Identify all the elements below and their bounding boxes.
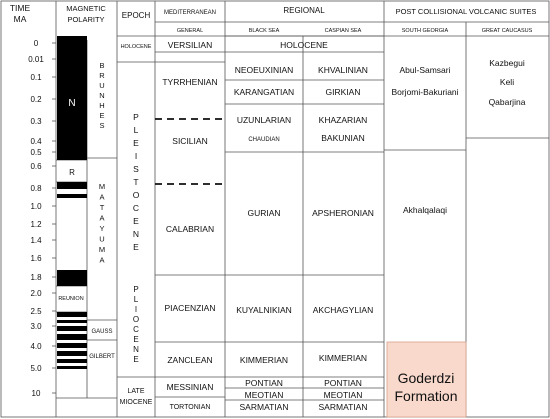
stacked-letter: E xyxy=(133,335,139,344)
kuyalnikian-stage: KUYALNIKIAN xyxy=(236,305,292,315)
stacked-letter: A xyxy=(99,192,105,202)
mediterranean-stages xyxy=(162,40,217,411)
neoeuxinian-stage: NEOEUXINIAN xyxy=(234,65,294,75)
sicilian-stage: SICILIAN xyxy=(172,136,208,146)
time-tick-label: 1.6 xyxy=(30,254,42,263)
time-header-line1: TIME xyxy=(9,3,31,13)
stacked-letter: P xyxy=(133,112,139,122)
stacked-letter: P xyxy=(133,285,139,294)
regional-stages xyxy=(234,40,374,412)
pontian-black-sea: PONTIAN xyxy=(245,378,283,388)
stacked-letter: A xyxy=(99,255,105,265)
meotian-black-sea: MEOTIAN xyxy=(244,390,284,400)
abul-samsari-suite: Abul-Samsari xyxy=(399,65,451,75)
sarmatian-black-sea: SARMATIAN xyxy=(239,402,289,412)
zanclean-stage: ZANCLEAN xyxy=(167,355,213,365)
chaudian-stage: CHAUDIAN xyxy=(248,137,280,143)
time-tick-label: 4.0 xyxy=(30,342,42,351)
south-georgia-header: SOUTH GEORGIA xyxy=(401,28,449,34)
keli-suite: Keli xyxy=(499,77,515,87)
gilbert-label: GILBERT xyxy=(89,354,115,360)
stacked-letter: O xyxy=(132,190,140,200)
apsheronian-stage: APSHERONIAN xyxy=(312,208,374,218)
time-tick-label: 1.2 xyxy=(30,220,42,229)
stacked-letter: S xyxy=(133,164,139,174)
matayuma-label xyxy=(99,182,105,265)
pontian-caspian-sea: PONTIAN xyxy=(324,378,362,388)
header-texts xyxy=(10,3,537,34)
mediterranean-header: MEDITERRANEAN xyxy=(163,10,217,16)
pliocene-label xyxy=(133,285,139,364)
late-miocene-line2: MIOCENE xyxy=(119,399,153,406)
tortonian-stage: TORTONIAN xyxy=(169,404,211,411)
stacked-letter: Y xyxy=(99,224,105,233)
meotian-caspian-sea: MEOTIAN xyxy=(323,390,363,400)
dashed-boundaries xyxy=(155,119,225,184)
karangatian-stage: KARANGATIAN xyxy=(233,87,295,97)
time-header-line2: MA xyxy=(13,14,27,24)
stacked-letter: E xyxy=(133,216,139,226)
tyrrhenian-stage: TYRRHENIAN xyxy=(162,77,218,87)
kazbegui-suite: Kazbegui xyxy=(489,58,525,68)
brunhes-label xyxy=(99,61,105,130)
pleistocene-label xyxy=(133,112,140,252)
time-tick-label: 1.4 xyxy=(30,236,42,245)
khazarian-stage: KHAZARIAN xyxy=(318,115,368,125)
time-tick-label: 0.4 xyxy=(30,137,42,146)
time-tick-label: 0.01 xyxy=(28,55,44,64)
stacked-letter: E xyxy=(133,242,139,252)
stacked-letter: N xyxy=(133,345,139,354)
stacked-letter: C xyxy=(132,203,140,213)
stacked-letter: I xyxy=(134,151,138,161)
epoch-header: EPOCH xyxy=(121,11,151,20)
time-tick-label: 0 xyxy=(33,39,39,48)
akchagylian-stage: AKCHAGYLIAN xyxy=(312,305,374,315)
stacked-letter: E xyxy=(99,111,105,120)
piacenzian-stage: PIACENZIAN xyxy=(164,303,216,313)
time-tick-label: 0.8 xyxy=(30,184,42,193)
regional-holocene: HOLOCENE xyxy=(280,40,328,50)
time-tick-label: 5.0 xyxy=(30,364,42,373)
time-tick-label: 1.0 xyxy=(30,202,42,211)
stacked-letter: H xyxy=(99,101,105,110)
volcanic-header: POST COLLISIONAL VOLCANIC SUITES xyxy=(395,7,537,16)
time-tick-label: 0.1 xyxy=(30,73,42,82)
stacked-letter: U xyxy=(99,81,105,90)
uzunlarian-stage: UZUNLARIAN xyxy=(236,115,292,125)
black-sea-header: BLACK SEA xyxy=(248,28,280,34)
gauss-label: GAUSS xyxy=(91,329,113,335)
stacked-letter: E xyxy=(133,138,139,148)
time-tick-label: 1.8 xyxy=(30,273,42,282)
stacked-letter: U xyxy=(99,234,105,244)
borjomi-bakuriani-suite: Borjomi-Bakuriani xyxy=(391,87,459,97)
khvalinian-stage: KHVALINIAN xyxy=(318,65,368,75)
stacked-letter: C xyxy=(133,325,139,334)
time-tick-label: 3.0 xyxy=(30,322,42,331)
versilian-stage: VERSILIAN xyxy=(167,40,213,50)
stacked-letter: R xyxy=(99,71,105,80)
polarity-header-line2: POLARITY xyxy=(67,15,105,24)
stacked-letter: M xyxy=(98,245,106,254)
stacked-letter: O xyxy=(132,315,140,324)
time-tick-label: 2.0 xyxy=(30,289,42,298)
caspian-sea-header: CASPIAN SEA xyxy=(324,28,362,34)
kimmerian-caspian-sea: KIMMERIAN xyxy=(318,353,368,363)
stacked-letter: L xyxy=(133,125,139,135)
qabarjina-suite: Qabarjina xyxy=(488,97,526,107)
sarmatian-caspian-sea: SARMATIAN xyxy=(318,402,368,412)
gurian-stage: GURIAN xyxy=(247,208,281,218)
kimmerian-black-sea: KIMMERIAN xyxy=(239,355,289,365)
stacked-letter: L xyxy=(133,295,139,304)
polarity-bands xyxy=(57,36,87,369)
messinian-stage: MESSINIAN xyxy=(166,382,214,392)
stacked-letter: M xyxy=(98,182,106,191)
regional-header: REGIONAL xyxy=(283,6,325,15)
time-tick-label: 0.2 xyxy=(30,95,42,104)
stacked-letter: T xyxy=(133,177,139,187)
stacked-letter: B xyxy=(99,61,105,70)
goderdzi-formation-line2: Formation xyxy=(394,388,458,404)
stacked-letter: I xyxy=(134,305,138,314)
time-tick-label: 10 xyxy=(31,389,41,398)
stacked-letter: N xyxy=(99,91,105,100)
time-tick-label: 0.6 xyxy=(30,162,42,171)
time-tick-label: 0.5 xyxy=(30,148,42,157)
holocene-epoch-label: HOLOCENE xyxy=(120,44,152,50)
stacked-letter: N xyxy=(132,229,140,239)
stacked-letter: E xyxy=(133,355,139,364)
girkian-stage: GIRKIAN xyxy=(325,87,361,97)
akhalqalaqi-suite: Akhalqalaqi xyxy=(403,205,447,215)
stacked-letter: S xyxy=(99,121,105,130)
time-tick-label: 2.5 xyxy=(30,307,42,316)
reverse-polarity-label: R xyxy=(69,168,75,177)
stacked-letter: T xyxy=(99,203,105,212)
general-header: GENERAL xyxy=(176,28,204,34)
time-axis xyxy=(28,39,56,398)
stacked-letter: A xyxy=(99,213,105,223)
goderdzi-formation-line1: Goderdzi xyxy=(397,370,455,386)
time-tick-label: 0.3 xyxy=(30,117,42,126)
late-miocene-line1: LATE xyxy=(127,388,145,395)
reunion-label: REUNION xyxy=(58,296,84,302)
great-caucasus-header: GREAT CAUCASUS xyxy=(481,28,533,34)
polarity-header-line1: MAGNETIC xyxy=(66,4,106,13)
calabrian-stage: CALABRIAN xyxy=(165,224,215,234)
normal-polarity-label: N xyxy=(68,98,76,109)
bakunian-stage: BAKUNIAN xyxy=(321,133,365,143)
